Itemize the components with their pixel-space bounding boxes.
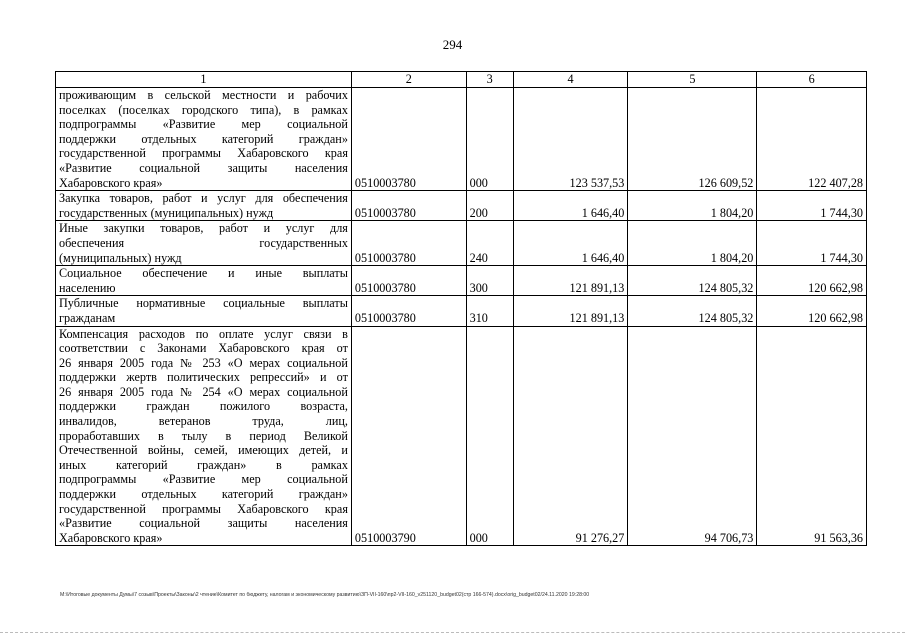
description-line: 26 января 2005 года № 254 «О мерах социальной bbox=[59, 384, 348, 399]
target-article-code: 0510003780 bbox=[351, 191, 466, 221]
description-line: (муниципальных) нужд bbox=[59, 250, 182, 265]
row-description bbox=[56, 296, 352, 326]
description-line: Иные закупки товаров, работ и услуг для bbox=[59, 221, 348, 236]
amount-year-2: 124 805,32 bbox=[628, 266, 757, 296]
amount-year-2: 126 609,52 bbox=[628, 88, 757, 191]
table-row bbox=[56, 296, 867, 326]
amount-year-3: 122 407,28 bbox=[757, 88, 867, 191]
row-description bbox=[56, 191, 352, 221]
amount-year-3: 1 744,30 bbox=[757, 191, 867, 221]
table-row bbox=[56, 191, 867, 221]
amount-year-3: 1 744,30 bbox=[757, 221, 867, 266]
description-line: поддержки отдельных категорий граждан» bbox=[59, 131, 348, 146]
description-line: Хабаровского края» bbox=[59, 175, 163, 190]
amount-year-1: 1 646,40 bbox=[513, 191, 628, 221]
footer-file-path: M:\Итоговые документы Думы\7 созыв\Проекты\Законы\2 чтение\Комитет по бюджету, налогам и экономическому развитию\ЗП-VII-160\пр2-VII-160_v251120_budget02(стр 166-574).docx\orig_budget02/24.11.2020 19:28:00 bbox=[60, 592, 590, 598]
amount-year-1: 91 276,27 bbox=[513, 326, 628, 546]
row-description bbox=[56, 88, 352, 191]
expense-type-code: 310 bbox=[466, 296, 513, 326]
amount-year-3: 120 662,98 bbox=[757, 296, 867, 326]
column-header-2: 2 bbox=[351, 72, 466, 88]
target-article-code: 0510003790 bbox=[351, 326, 466, 546]
expense-type-code: 240 bbox=[466, 221, 513, 266]
column-header-1: 1 bbox=[56, 72, 352, 88]
description-line: проработавших в тылу в период Великой bbox=[59, 428, 348, 443]
description-line: гражданам bbox=[59, 310, 116, 325]
expense-type-code: 000 bbox=[466, 88, 513, 191]
page-number: 294 bbox=[442, 37, 463, 52]
target-article-code: 0510003780 bbox=[351, 266, 466, 296]
description-line: Публичные нормативные социальные выплаты bbox=[59, 296, 348, 311]
description-line: подпрограммы «Развитие мер социальной bbox=[59, 117, 348, 132]
description-line: Социальное обеспечение и иные выплаты bbox=[59, 266, 348, 281]
target-article-code: 0510003780 bbox=[351, 296, 466, 326]
row-description bbox=[56, 221, 352, 266]
column-header-3: 3 bbox=[466, 72, 513, 88]
amount-year-3: 120 662,98 bbox=[757, 266, 867, 296]
amount-year-2: 94 706,73 bbox=[628, 326, 757, 546]
description-line: государственных (муниципальных) нужд bbox=[59, 205, 274, 220]
amount-year-3: 91 563,36 bbox=[757, 326, 867, 546]
table-header-row bbox=[56, 72, 867, 88]
table-row bbox=[56, 266, 867, 296]
description-line: государственной программы Хабаровского края bbox=[59, 501, 348, 516]
expense-type-code: 000 bbox=[466, 326, 513, 546]
row-description bbox=[56, 266, 352, 296]
expense-type-code: 300 bbox=[466, 266, 513, 296]
amount-year-2: 124 805,32 bbox=[628, 296, 757, 326]
description-line: Отечественной войны, семей, имеющих детей, и bbox=[59, 443, 348, 458]
table-row bbox=[56, 88, 867, 191]
description-line: инвалидов, ветеранов труда, лиц, bbox=[59, 414, 348, 429]
amount-year-1: 121 891,13 bbox=[513, 266, 628, 296]
description-line: Компенсация расходов по оплате услуг связи в bbox=[59, 326, 348, 341]
budget-table bbox=[55, 71, 867, 546]
description-line: Закупка товаров, работ и услуг для обеспечения bbox=[59, 191, 348, 206]
description-line: поддержки жертв политических репрессий» и от bbox=[59, 370, 348, 385]
amount-year-1: 1 646,40 bbox=[513, 221, 628, 266]
description-line: Хабаровского края» bbox=[59, 530, 163, 545]
description-line: поддержки отдельных категорий граждан» bbox=[59, 487, 348, 502]
column-header-4: 4 bbox=[513, 72, 628, 88]
description-line: государственной программы Хабаровского края bbox=[59, 146, 348, 161]
target-article-code: 0510003780 bbox=[351, 88, 466, 191]
amount-year-1: 121 891,13 bbox=[513, 296, 628, 326]
description-line: проживающим в сельской местности и рабочих bbox=[59, 88, 348, 102]
row-description bbox=[56, 326, 352, 546]
target-article-code: 0510003780 bbox=[351, 221, 466, 266]
table-row bbox=[56, 221, 867, 266]
description-line: иных категорий граждан» в рамках bbox=[59, 457, 348, 472]
column-header-5: 5 bbox=[628, 72, 757, 88]
description-line: соответствии с Законами Хабаровского края от bbox=[59, 341, 348, 356]
description-line: поселках (поселках городского типа), в рамках bbox=[59, 102, 348, 117]
description-line: обеспечения государственных bbox=[59, 235, 348, 250]
amount-year-1: 123 537,53 bbox=[513, 88, 628, 191]
column-header-6: 6 bbox=[757, 72, 867, 88]
description-line: поддержки граждан пожилого возраста, bbox=[59, 399, 348, 414]
expense-type-code: 200 bbox=[466, 191, 513, 221]
description-line: населению bbox=[59, 280, 116, 295]
page-bottom-divider bbox=[0, 632, 905, 633]
amount-year-2: 1 804,20 bbox=[628, 221, 757, 266]
description-line: «Развитие социальной защиты населения bbox=[59, 516, 348, 531]
description-line: «Развитие социальной защиты населения bbox=[59, 160, 348, 175]
description-line: подпрограммы «Развитие мер социальной bbox=[59, 472, 348, 487]
description-line: 26 января 2005 года № 253 «О мерах социальной bbox=[59, 355, 348, 370]
amount-year-2: 1 804,20 bbox=[628, 191, 757, 221]
table-row bbox=[56, 326, 867, 546]
